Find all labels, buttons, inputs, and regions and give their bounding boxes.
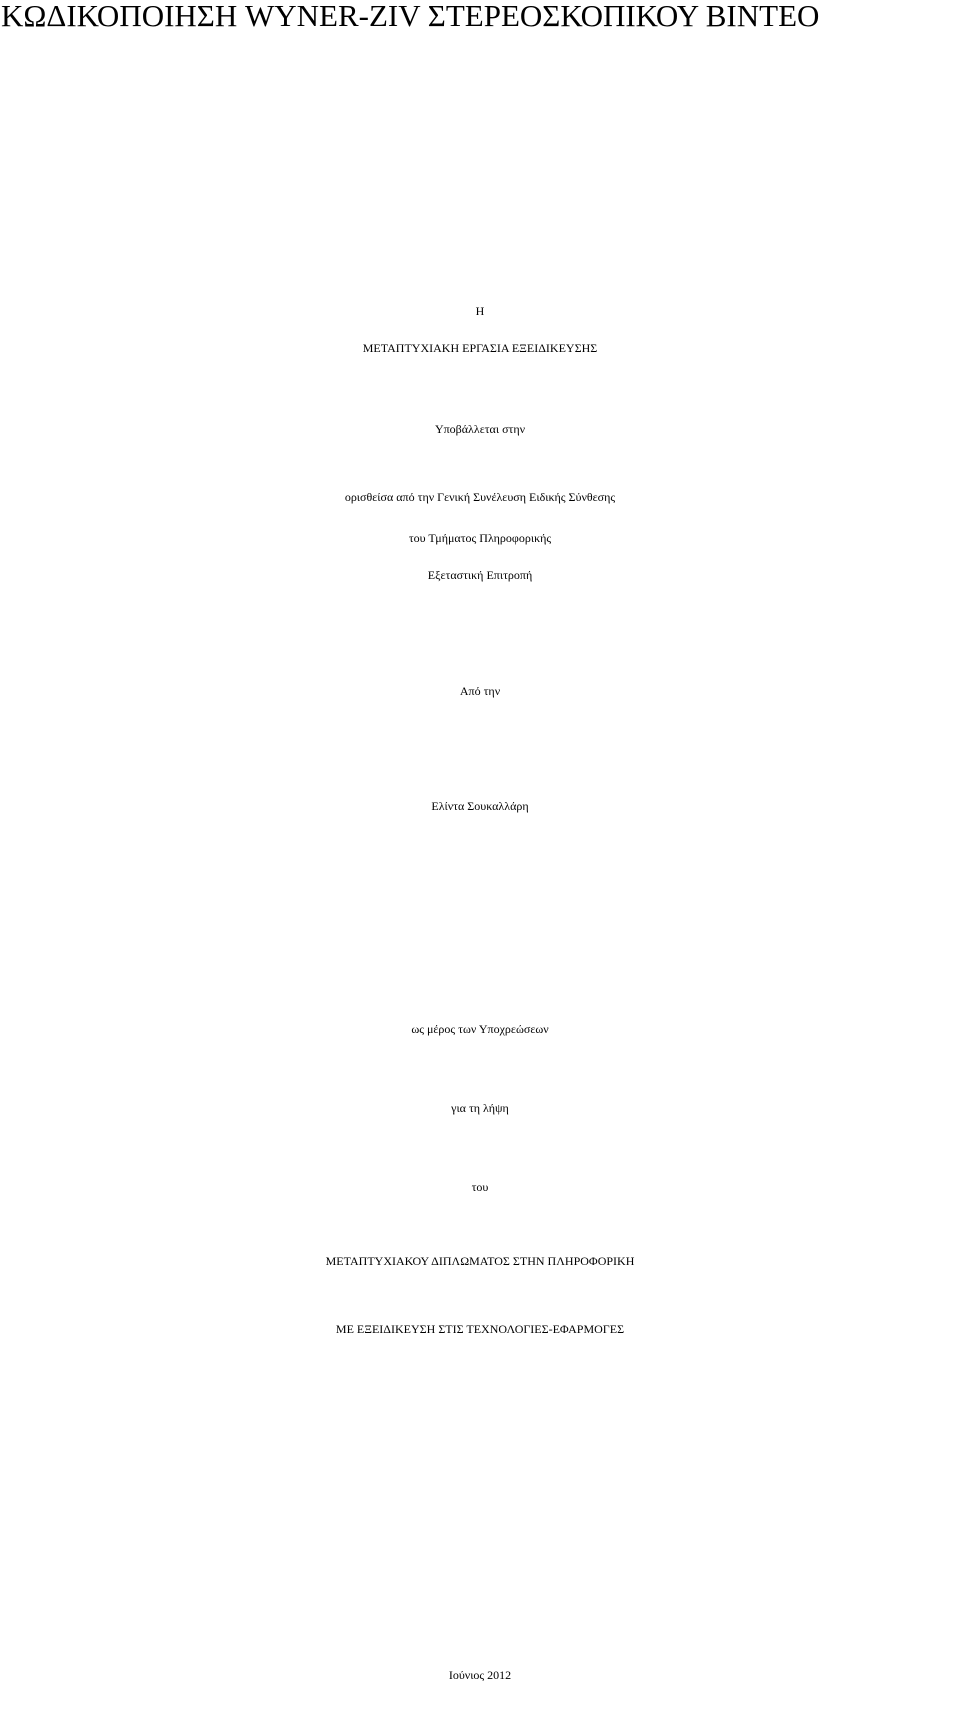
- degree-line-1: ΜΕΤΑΠΤΥΧΙΑΚΟΥ ΔΙΠΛΩΜΑΤΟΣ ΣΤΗΝ ΠΛΗΡΟΦΟΡΙΚΗ: [325, 1254, 635, 1268]
- requirements-line-3: του: [471, 1180, 489, 1194]
- thesis-type: ΜΕΤΑΠΤΥΧΙΑΚΗ ΕΡΓΑΣΙΑ ΕΞΕΙΔΙΚΕΥΣΗΣ: [362, 341, 598, 355]
- document-title: ΚΩΔΙΚΟΠΟΙΗΣΗ WYNER-ZIV ΣΤΕΡΕΟΣΚΟΠΙΚΟΥ ΒΙΝΤΕΟ: [1, 0, 820, 33]
- author-name: Ελίντα Σουκαλλάρη: [431, 799, 529, 813]
- degree-line-2: ΜΕ ΕΞΕΙΔΙΚΕΥΣΗ ΣΤΙΣ ΤΕΧΝΟΛΟΓΙΕΣ-ΕΦΑΡΜΟΓΕΣ: [335, 1322, 625, 1336]
- committee-line-2: του Τμήματος Πληροφορικής: [408, 531, 552, 545]
- article-text: Η: [475, 304, 485, 318]
- committee-line-1: ορισθείσα από την Γενική Συνέλευση Ειδικής Σύνθεσης: [344, 490, 616, 504]
- requirements-line-2: για τη λήψη: [451, 1101, 509, 1115]
- submitted-to-text: Υποβάλλεται στην: [434, 422, 526, 436]
- by-text: Από την: [459, 684, 501, 698]
- submission-date: Ιούνιος 2012: [448, 1668, 512, 1682]
- committee-line-3: Εξεταστική Επιτροπή: [427, 568, 533, 582]
- requirements-line-1: ως μέρος των Υποχρεώσεων: [411, 1022, 549, 1036]
